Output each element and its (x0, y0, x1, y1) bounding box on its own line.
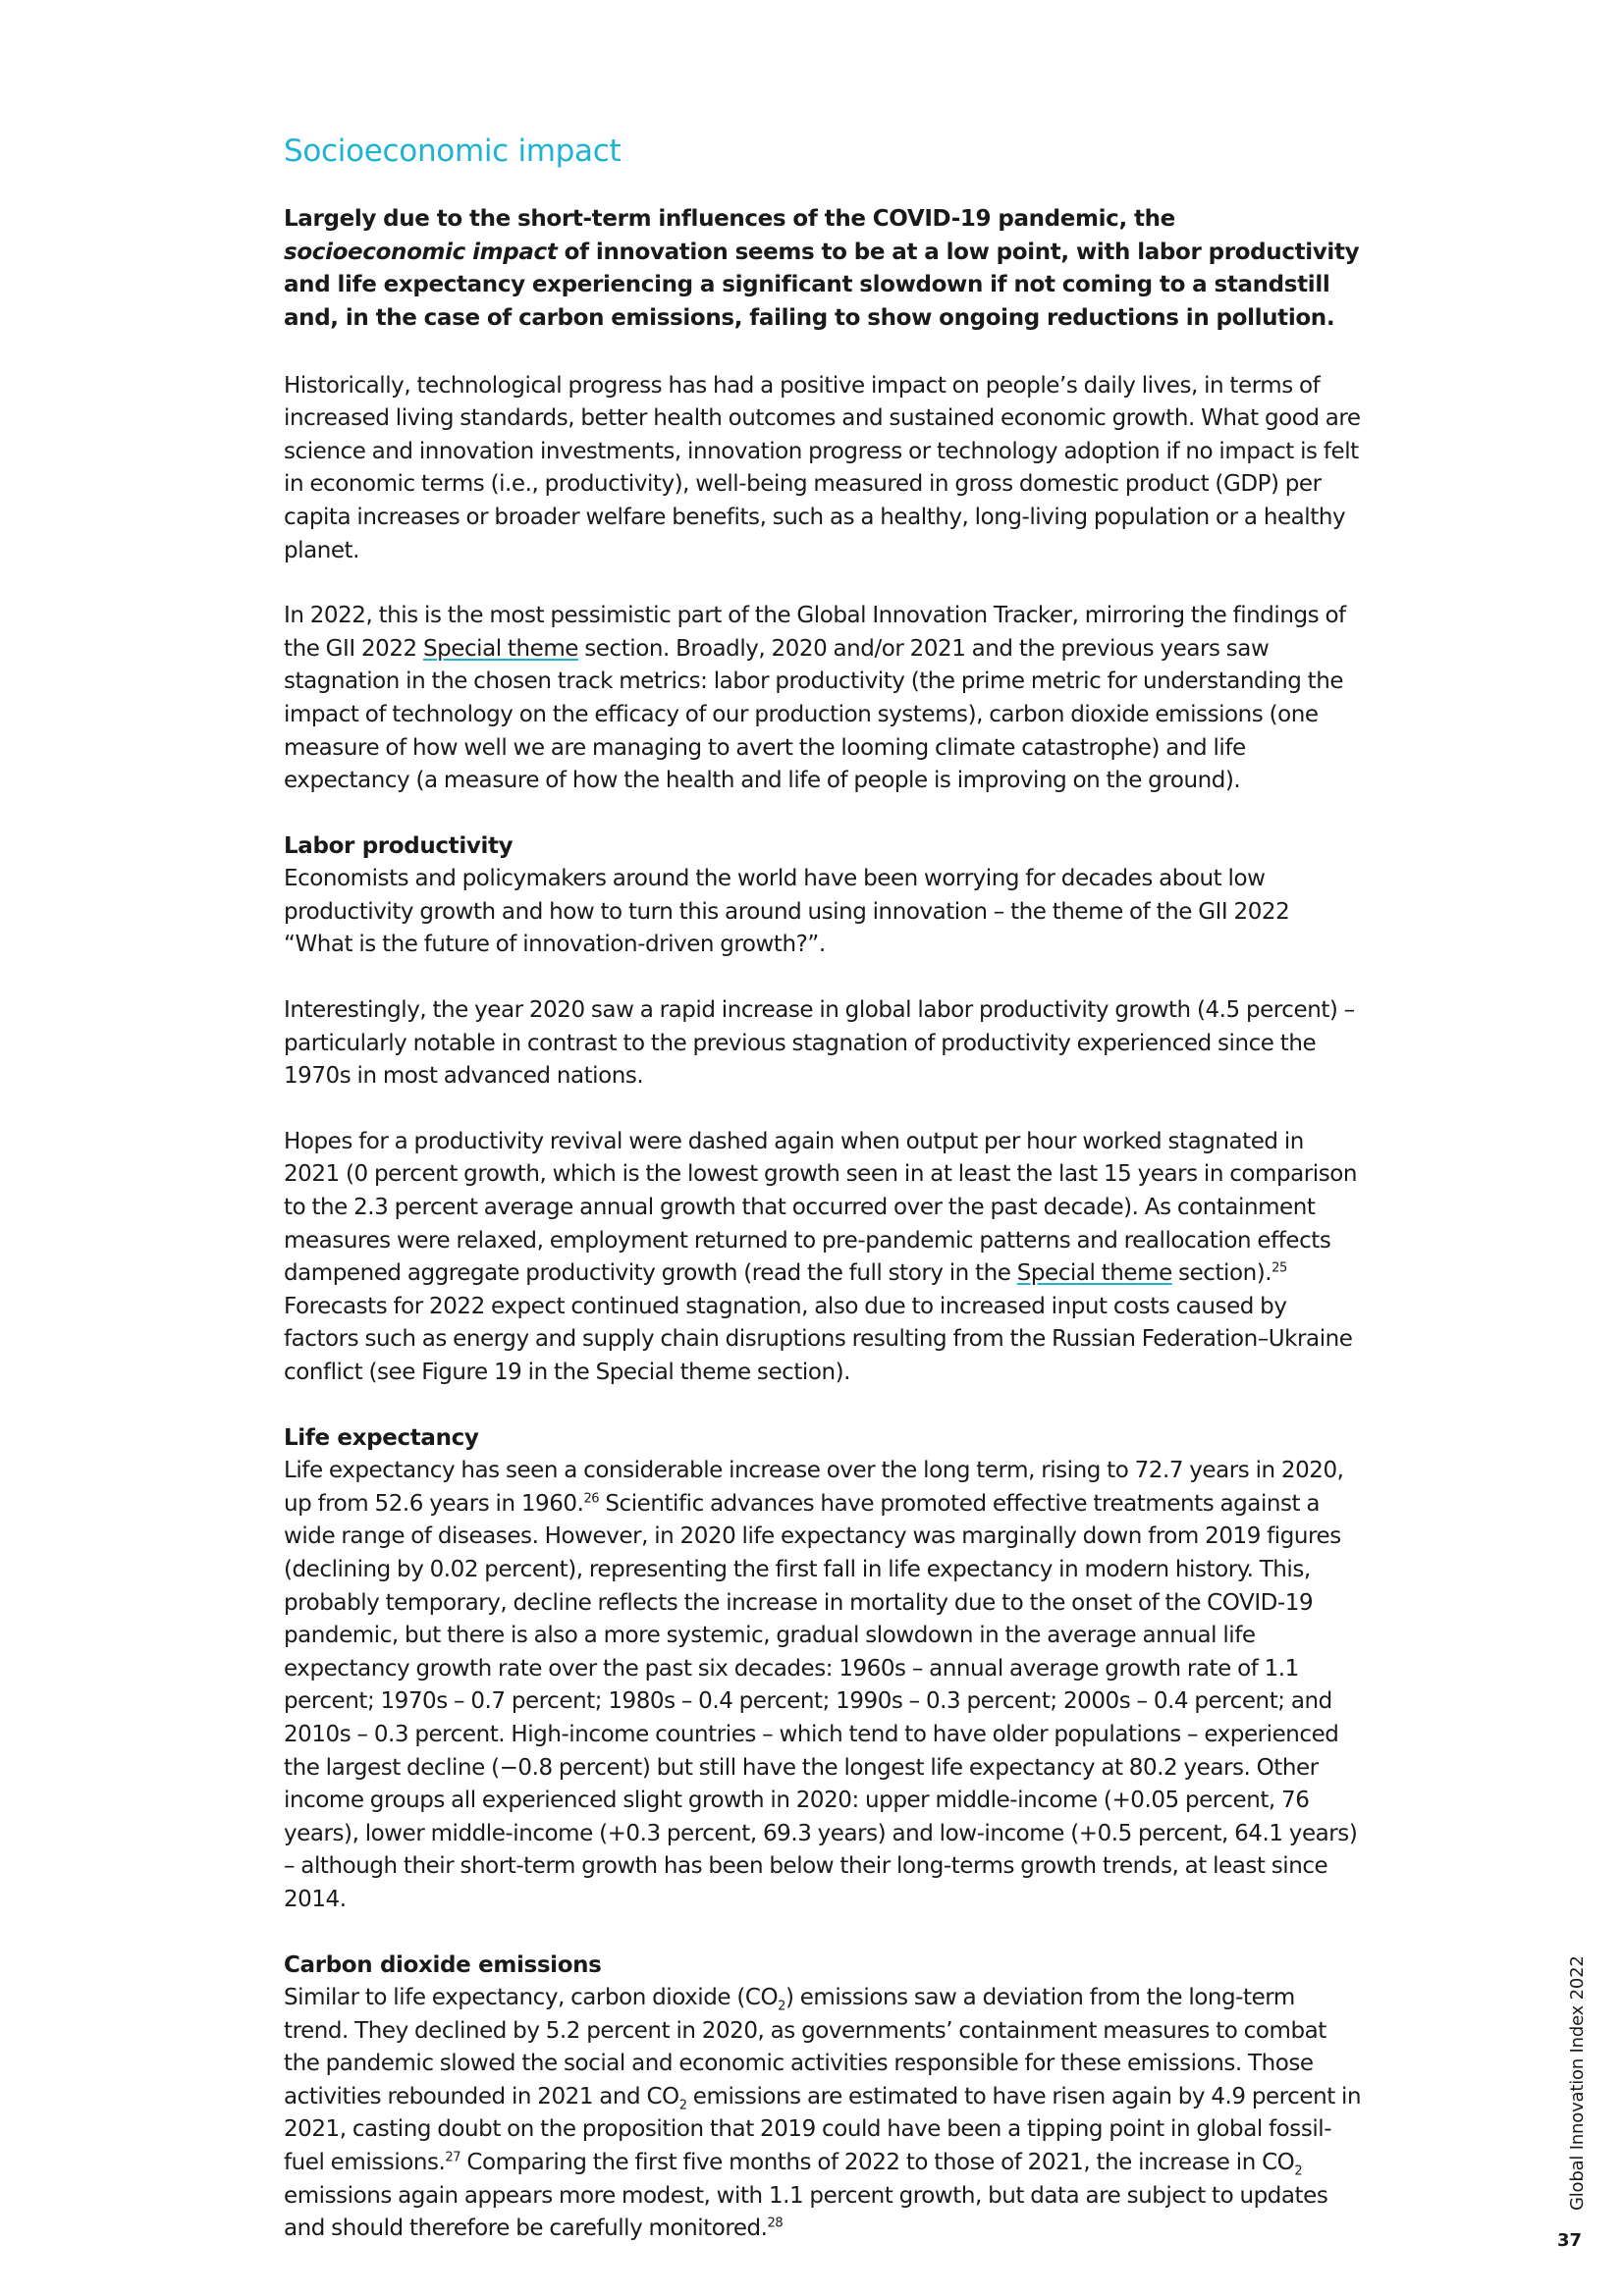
paragraph-carbon-text-1: Similar to life expectancy, carbon dioxide (CO (284, 1985, 779, 2011)
footnote-28: 28 (767, 2216, 784, 2231)
paragraph-labor-3 (284, 1126, 1364, 1390)
subscript-2: 2 (678, 2098, 687, 2113)
paragraph-pessimistic (284, 600, 1364, 798)
paragraph-labor-1: Economists and policymakers around the world have been worrying for decades about low productivity growth and how to turn this around using innovation – the theme of the GII 2022 “What is the future of innovation-driven growth?”. (284, 866, 1290, 958)
paragraph-carbon-text-4: Comparing the first five months of 2022 to those of 2021, the increase in CO (460, 2150, 1295, 2176)
lead-text-1: Largely due to the short-term influences of the COVID-19 pandemic, the (284, 206, 1175, 233)
footnote-25: 25 (1271, 1260, 1287, 1276)
heading-life-expectancy: Life expectancy (284, 1424, 479, 1451)
special-theme-link-2[interactable]: Special theme (1016, 1260, 1172, 1287)
section-title: Socioeconomic impact (284, 133, 622, 169)
paragraph-life-expectancy (284, 1455, 1364, 1916)
special-theme-link[interactable]: Special theme (422, 635, 578, 662)
paragraph-life-text-2: Scientific advances have promoted effective treatments against a wide range of diseases. However, in 2020 life expectancy was marginally down from 2019 figures (declining by 0.02 percent), representing the first fall in life expectancy in modern history. This, probably temporary, decline reflects the increase in mortality due to the onset of the COVID-19 pandemic, but there is also a more systemic, gradual slowdown in the average annual life expectancy growth rate over the past six decades: 1960s – annual average growth rate of 1.1 percent; 1970s – 0.7 percent; 1980s – 0.4 percent; 1990s – 0.3 percent; 2000s – 0.4 percent; and 2010s – 0.3 percent. High-income countries – which tend to have older populations – experienced the largest decline (−0.8 percent) but still have the longest life expectancy at 80.2 years. Other income groups all experienced slight growth in 2020: upper middle-income (+0.05 percent, 76 years), lower middle-income (+0.3 percent, 69.3 years) and low-income (+0.5 percent, 64.1 years) – although their short-term growth has been below their long-terms growth trends, at least since 2014. (284, 1490, 1358, 1912)
paragraph-carbon-text-2: ) emissions saw a deviation from the long-term trend. They declined by 5.2 percent in 2020, as governments’ containment measures to combat the pandemic slowed the social and economic activities responsible for these emissions. Those activities rebounded in 2021 and CO (284, 1985, 1326, 2109)
paragraph-labor-2: Interestingly, the year 2020 saw a rapid increase in global labor productivity growth (4.5 percent) – particularly notable in contrast to the previous stagnation of productivity experienced since the 1970s in most advanced nations. (284, 997, 1355, 1090)
paragraph-carbon (284, 1982, 1364, 2246)
paragraph-labor-3-text-2: section). (1171, 1260, 1272, 1287)
running-title: Global Innovation Index 2022 (1567, 1955, 1588, 2211)
footnote-26: 26 (583, 1491, 600, 1507)
paragraph-historical: Historically, technological progress has had a positive impact on people’s daily lives, in terms of increased living standards, better health outcomes and sustained economic growth. What good are science and innovation investments, innovation progress or technology adoption if no impact is felt in economic terms (i.e., productivity), well-being measured in gross domestic product (GDP) per capita increases or broader welfare benefits, such as a healthy, long-living population or a healthy planet. (284, 372, 1361, 563)
paragraph-carbon-text-5: emissions again appears more modest, with 1.1 percent growth, but data are subject to updates and should therefore be carefully monitored. (284, 2182, 1328, 2242)
paragraph-labor-3-text-3: Forecasts for 2022 expect continued stagnation, also due to increased input costs caused by factors such as energy and supply chain disruptions resulting from the Russian Federation–Ukraine conflict (see Figure 19 in the Special theme section). (284, 1293, 1353, 1385)
lead-paragraph (284, 203, 1364, 335)
footnote-27: 27 (445, 2150, 461, 2165)
subscript-2: 2 (778, 1999, 785, 2014)
heading-carbon-dioxide: Carbon dioxide emissions (284, 1951, 602, 1978)
paragraph-labor-3-text-1: Hopes for a productivity revival were dashed again when output per hour worked stagnated in 2021 (0 percent growth, which is the lowest growth seen in at least the last 15 years in comparison to the 2.3 percent average annual growth that occurred over the past decade). As containment measures were relaxed, employment returned to pre-pandemic patterns and reallocation effects dampened aggregate productivity growth (read the full story in the (284, 1128, 1358, 1287)
subscript-2: 2 (1294, 2163, 1303, 2179)
page-number: 37 (1557, 2230, 1583, 2251)
page-content (284, 133, 1364, 2278)
paragraph-pessimistic-text-1: In 2022, this is the most pessimistic part of the Global Innovation Tracker, mirroring the findings of the GII 2022 (284, 603, 1346, 662)
lead-emphasis: socioeconomic impact (284, 239, 558, 265)
paragraph-carbon-text-3: emissions are estimated to have risen again by 4.9 percent in 2021, casting doubt on the proposition that 2019 could have been a tipping point in global fossil-fuel emissions. (284, 2083, 1362, 2176)
heading-labor-productivity: Labor productivity (284, 832, 514, 859)
paragraph-pessimistic-text-2: section. Broadly, 2020 and/or 2021 and the previous years saw stagnation in the chosen track metrics: labor productivity (the prime metric for understanding the impact of technology on the efficacy of our production systems), carbon dioxide emissions (one measure of how well we are managing to avert the looming climate catastrophe) and life expectancy (a measure of how the health and life of people is improving on the ground). (284, 635, 1344, 794)
lead-text-2: of innovation seems to be at a low point, with labor productivity and life expectancy experiencing a significant slowdown if not coming to a standstill and, in the case of carbon emissions, failing to show ongoing reductions in pollution. (284, 239, 1360, 331)
paragraph-life-text-1: Life expectancy has seen a considerable increase over the long term, rising to 72.7 years in 2020, up from 52.6 years in 1960. (284, 1458, 1344, 1517)
